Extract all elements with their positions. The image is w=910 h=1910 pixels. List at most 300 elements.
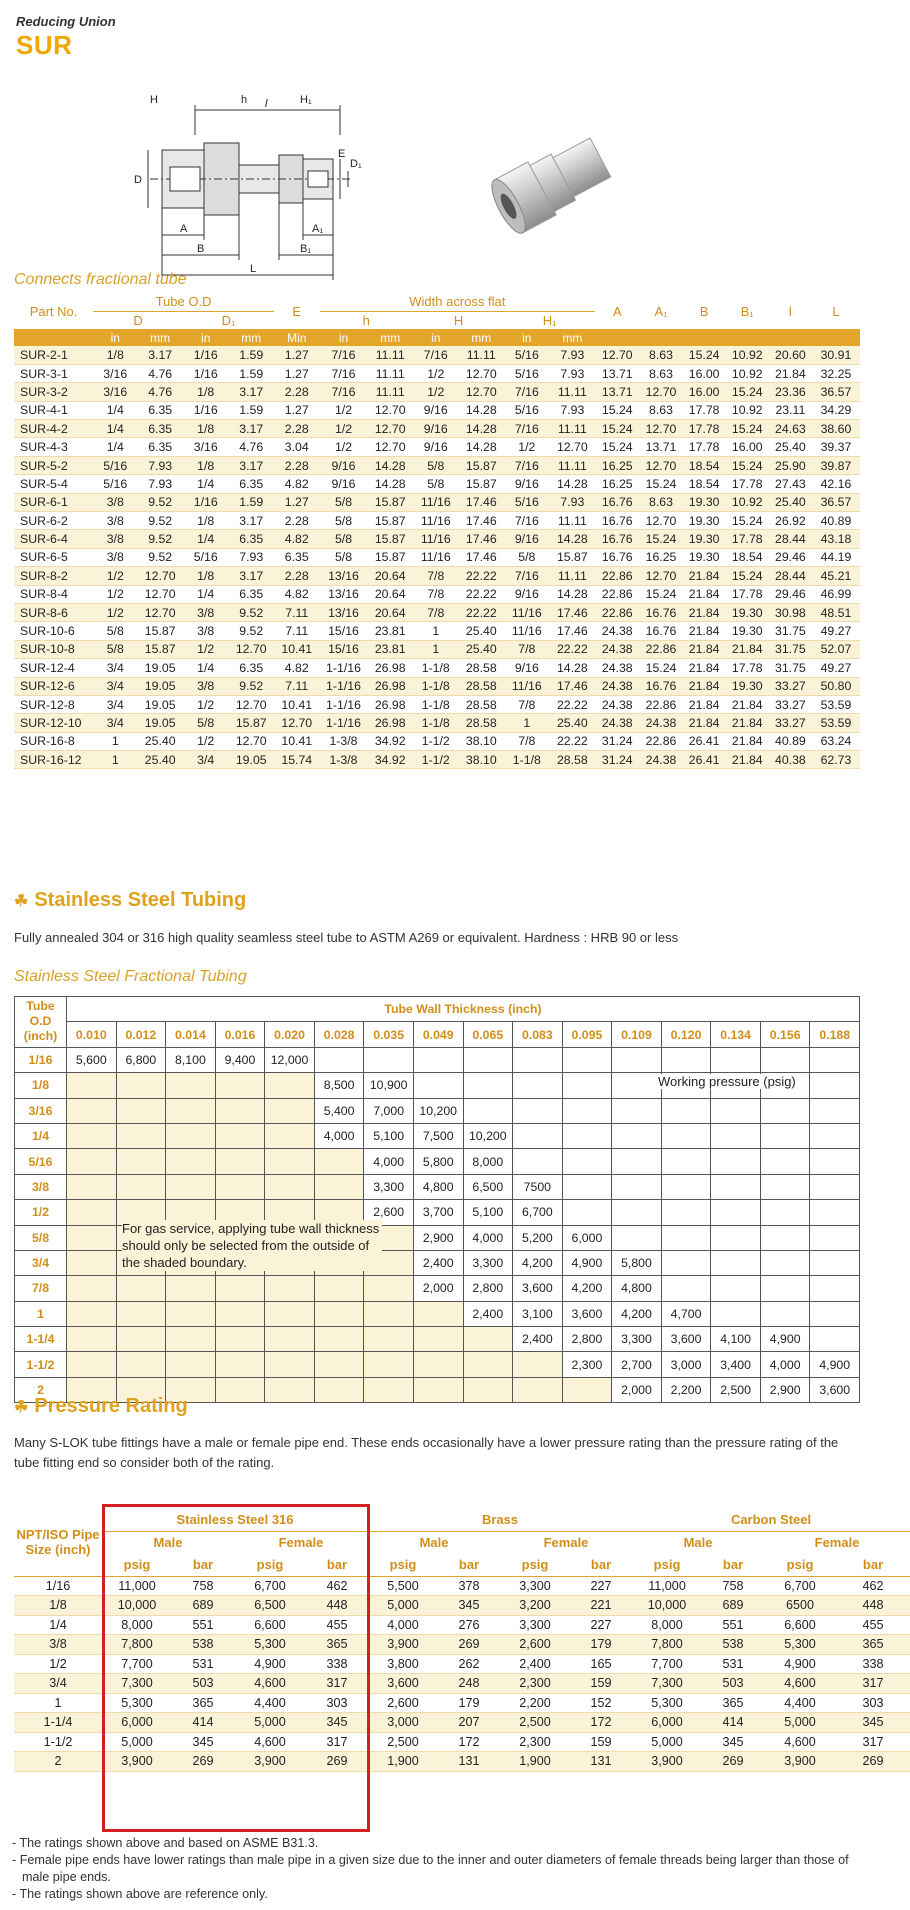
unit-mm: mm bbox=[459, 329, 505, 346]
table-cell: 7.11 bbox=[274, 603, 320, 621]
table-cell: 378 bbox=[438, 1576, 500, 1596]
table-cell: SUR-4-2 bbox=[14, 420, 93, 438]
table-cell: 9,400 bbox=[215, 1047, 265, 1072]
col-a1: A₁ bbox=[654, 303, 668, 319]
table-cell: 26.41 bbox=[683, 732, 726, 750]
col-male: Male bbox=[683, 1535, 713, 1551]
table-cell: 4,000 bbox=[314, 1123, 364, 1148]
table-cell bbox=[562, 1149, 612, 1174]
table-cell: 3,400 bbox=[711, 1352, 761, 1377]
table-cell: 5,000 bbox=[368, 1596, 438, 1616]
table-cell: 21.84 bbox=[683, 585, 726, 603]
table-cell: 13.71 bbox=[639, 438, 682, 456]
tube-od-cell: 1-1/4 bbox=[15, 1327, 67, 1352]
table-cell bbox=[810, 1327, 860, 1352]
table-cell bbox=[612, 1047, 662, 1072]
table-cell: 24.63 bbox=[769, 420, 812, 438]
unit-in: in bbox=[413, 329, 459, 346]
table-cell: 22.86 bbox=[639, 695, 682, 713]
table-cell: 15.24 bbox=[726, 567, 769, 585]
thickness-header: 0.065 bbox=[463, 1022, 513, 1047]
table-cell: 1/2 bbox=[93, 585, 137, 603]
note-3: - The ratings shown above are reference only. bbox=[12, 1887, 268, 1901]
table-cell: 25.40 bbox=[459, 622, 505, 640]
table-cell bbox=[711, 1250, 761, 1275]
table-cell bbox=[413, 1301, 463, 1326]
table-cell: 32.25 bbox=[812, 364, 860, 382]
table-cell: 2,900 bbox=[413, 1225, 463, 1250]
table-cell: 1/8 bbox=[183, 512, 229, 530]
table-cell bbox=[810, 1276, 860, 1301]
table-cell: 26.92 bbox=[769, 512, 812, 530]
table-cell: SUR-12-6 bbox=[14, 677, 93, 695]
table-cell: 1/8 bbox=[183, 456, 229, 474]
dim-label-E: E bbox=[338, 148, 346, 160]
table-cell bbox=[760, 1123, 810, 1148]
table-cell: 1/2 bbox=[504, 438, 550, 456]
table-cell: 19.30 bbox=[683, 548, 726, 566]
table-cell: 1/4 bbox=[93, 438, 137, 456]
table-cell: 22.86 bbox=[639, 732, 682, 750]
table-cell bbox=[364, 1276, 414, 1301]
table-cell: 28.58 bbox=[550, 751, 596, 769]
table-cell: 7/8 bbox=[504, 732, 550, 750]
table-cell: 6,500 bbox=[463, 1174, 513, 1199]
table-cell bbox=[215, 1073, 265, 1098]
table-cell: 3,700 bbox=[413, 1200, 463, 1225]
table-cell: 14.28 bbox=[459, 401, 505, 419]
table-cell: 3/4 bbox=[93, 677, 137, 695]
thickness-header: 0.020 bbox=[265, 1022, 315, 1047]
table-cell: 179 bbox=[438, 1693, 500, 1713]
table-cell bbox=[711, 1174, 761, 1199]
table-cell bbox=[67, 1225, 117, 1250]
table-cell: 11/16 bbox=[413, 548, 459, 566]
table-cell: 12.70 bbox=[228, 640, 274, 658]
table-cell: 5/16 bbox=[93, 456, 137, 474]
table-cell bbox=[265, 1352, 315, 1377]
table-cell: 15.24 bbox=[726, 420, 769, 438]
table-cell: 365 bbox=[306, 1635, 368, 1655]
table-cell: 9/16 bbox=[413, 401, 459, 419]
table-cell: 3/8 bbox=[183, 603, 229, 621]
table-cell bbox=[760, 1174, 810, 1199]
table-cell: 455 bbox=[836, 1615, 910, 1635]
table-row bbox=[14, 603, 860, 621]
table-cell: 13/16 bbox=[320, 603, 368, 621]
table-cell: 8.63 bbox=[639, 493, 682, 511]
table-cell bbox=[513, 1149, 563, 1174]
table-cell: 5,000 bbox=[764, 1713, 836, 1733]
table-cell: 31.75 bbox=[769, 659, 812, 677]
table-cell: 1 bbox=[93, 732, 137, 750]
table-cell: 7.93 bbox=[550, 401, 596, 419]
table-cell: 9/16 bbox=[504, 475, 550, 493]
table-cell bbox=[116, 1098, 166, 1123]
table-cell bbox=[711, 1200, 761, 1225]
table-cell bbox=[661, 1276, 711, 1301]
table-cell: 338 bbox=[836, 1654, 910, 1674]
table-cell: 1 bbox=[413, 622, 459, 640]
table-cell: 414 bbox=[172, 1713, 234, 1733]
table-cell: 39.37 bbox=[812, 438, 860, 456]
table-cell: 2,800 bbox=[463, 1276, 513, 1301]
table-row bbox=[14, 420, 860, 438]
table-cell bbox=[612, 1123, 662, 1148]
table-cell bbox=[810, 1149, 860, 1174]
unit-psig: psig bbox=[632, 1554, 702, 1576]
table-cell: 3.17 bbox=[228, 512, 274, 530]
unit-bar: bar bbox=[702, 1554, 764, 1576]
table-cell: 1-1/16 bbox=[320, 659, 368, 677]
table-cell bbox=[314, 1276, 364, 1301]
table-cell: 14.28 bbox=[367, 475, 413, 493]
table-cell: SUR-2-1 bbox=[14, 346, 93, 364]
thickness-header: 0.134 bbox=[711, 1022, 761, 1047]
table-cell: 4,100 bbox=[711, 1327, 761, 1352]
col-ss316: Stainless Steel 316 bbox=[102, 1508, 368, 1531]
table-cell: 46.99 bbox=[812, 585, 860, 603]
table-cell bbox=[711, 1047, 761, 1072]
table-cell: 17.46 bbox=[459, 548, 505, 566]
dim-label-H1: H₁ bbox=[300, 94, 312, 106]
table-cell: 40.89 bbox=[769, 732, 812, 750]
table-cell: 5,000 bbox=[102, 1732, 172, 1752]
table-cell bbox=[661, 1149, 711, 1174]
table-cell: 1/4 bbox=[183, 475, 229, 493]
table-cell: 531 bbox=[172, 1654, 234, 1674]
table-cell bbox=[166, 1073, 216, 1098]
table-cell bbox=[562, 1073, 612, 1098]
table-cell: 21.84 bbox=[726, 695, 769, 713]
table-cell: 5/16 bbox=[504, 401, 550, 419]
table-cell: 15.24 bbox=[595, 438, 639, 456]
table-cell: 18.54 bbox=[726, 548, 769, 566]
table-cell: 5/8 bbox=[320, 493, 368, 511]
table-cell: 4,200 bbox=[513, 1250, 563, 1275]
table-row bbox=[14, 456, 860, 474]
table-cell bbox=[810, 1123, 860, 1148]
table-cell: 12.70 bbox=[228, 695, 274, 713]
table-cell: 12.70 bbox=[367, 438, 413, 456]
table-cell: 551 bbox=[702, 1615, 764, 1635]
table-cell: 19.30 bbox=[683, 512, 726, 530]
table-cell: 1.27 bbox=[274, 364, 320, 382]
table-cell bbox=[413, 1377, 463, 1402]
table-cell: 269 bbox=[836, 1752, 910, 1772]
table-cell: 8.63 bbox=[639, 401, 682, 419]
table-cell: 13/16 bbox=[320, 567, 368, 585]
table-cell bbox=[413, 1073, 463, 1098]
table-cell bbox=[810, 1250, 860, 1275]
table-cell: 2,600 bbox=[364, 1200, 414, 1225]
table-cell: 24.38 bbox=[639, 714, 682, 732]
table-cell: 165 bbox=[570, 1654, 632, 1674]
table-cell: 345 bbox=[836, 1713, 910, 1733]
table-cell bbox=[810, 1301, 860, 1326]
table-cell: SUR-10-8 bbox=[14, 640, 93, 658]
table-cell: 3,300 bbox=[500, 1576, 570, 1596]
table-cell bbox=[810, 1073, 860, 1098]
table-cell bbox=[513, 1073, 563, 1098]
table-cell: 53.59 bbox=[812, 695, 860, 713]
table-cell: 3,600 bbox=[810, 1377, 860, 1402]
pressure-section-title: ☘ Pressure Rating bbox=[14, 1395, 188, 1417]
table-cell: 3,300 bbox=[612, 1327, 662, 1352]
table-cell bbox=[413, 1327, 463, 1352]
table-cell bbox=[166, 1098, 216, 1123]
table-cell bbox=[463, 1327, 513, 1352]
table-cell: 26.98 bbox=[367, 677, 413, 695]
table-cell: 2 bbox=[14, 1752, 102, 1772]
table-cell: 33.27 bbox=[769, 695, 812, 713]
table-cell: 42.16 bbox=[812, 475, 860, 493]
table-cell bbox=[463, 1377, 513, 1402]
table-cell: 1-1/2 bbox=[413, 751, 459, 769]
table-cell: 6.35 bbox=[137, 438, 183, 456]
pressure-notes bbox=[12, 1835, 864, 1903]
thickness-header: 0.095 bbox=[562, 1022, 612, 1047]
table-cell bbox=[612, 1098, 662, 1123]
table-cell: 5/8 bbox=[413, 456, 459, 474]
thickness-header: 0.156 bbox=[760, 1022, 810, 1047]
table-cell: 131 bbox=[438, 1752, 500, 1772]
table-cell: 3/8 bbox=[93, 548, 137, 566]
table-cell: 53.59 bbox=[812, 714, 860, 732]
table-cell: 5,000 bbox=[234, 1713, 306, 1733]
table-cell: 11.11 bbox=[550, 420, 596, 438]
table-cell bbox=[364, 1327, 414, 1352]
thickness-header: 0.083 bbox=[513, 1022, 563, 1047]
table-cell: 22.22 bbox=[459, 603, 505, 621]
table-cell: 6.35 bbox=[137, 401, 183, 419]
table-cell: 12.70 bbox=[137, 585, 183, 603]
unit-bar: bar bbox=[836, 1554, 910, 1576]
col-female: Female bbox=[543, 1535, 589, 1551]
table-cell: 1/2 bbox=[320, 438, 368, 456]
table-cell: 4,600 bbox=[234, 1732, 306, 1752]
tube-od-cell: 1/2 bbox=[15, 1200, 67, 1225]
table-cell: 2,300 bbox=[500, 1674, 570, 1694]
thickness-header: 0.016 bbox=[215, 1022, 265, 1047]
table-cell: 1/8 bbox=[14, 1596, 102, 1616]
table-cell: 5/16 bbox=[93, 475, 137, 493]
table-cell: 2.28 bbox=[274, 512, 320, 530]
table-cell: SUR-6-1 bbox=[14, 493, 93, 511]
table-row bbox=[14, 548, 860, 566]
table-cell: 5/8 bbox=[320, 512, 368, 530]
table-cell: 6.35 bbox=[228, 659, 274, 677]
table-cell: 689 bbox=[172, 1596, 234, 1616]
table-cell: 31.75 bbox=[769, 622, 812, 640]
table-cell: 14.28 bbox=[550, 475, 596, 493]
table-cell bbox=[513, 1123, 563, 1148]
table-cell bbox=[116, 1276, 166, 1301]
table-cell: 3/8 bbox=[183, 622, 229, 640]
table-cell: 9/16 bbox=[504, 530, 550, 548]
table-cell: 4,600 bbox=[234, 1674, 306, 1694]
table-cell bbox=[265, 1149, 315, 1174]
table-cell: 11.11 bbox=[459, 346, 505, 364]
table-cell: 1-1/8 bbox=[504, 751, 550, 769]
table-cell: 22.22 bbox=[550, 732, 596, 750]
table-cell: 19.05 bbox=[137, 714, 183, 732]
table-cell: 3/8 bbox=[93, 530, 137, 548]
table-cell: 12.70 bbox=[367, 420, 413, 438]
col-a: A bbox=[612, 303, 622, 319]
table-cell bbox=[810, 1047, 860, 1072]
dim-label-A: A bbox=[180, 223, 188, 235]
table-cell: 16.76 bbox=[595, 548, 639, 566]
table-cell: 3/4 bbox=[183, 751, 229, 769]
tube-od-cell: 1/8 bbox=[15, 1073, 67, 1098]
pressure-description: Many S-LOK tube fittings have a male or female pipe end. These ends occasionally have a lower pressure rating than the pressure rating of the tube fitting end so consider both of the rating. bbox=[14, 1435, 839, 1470]
table-cell: 7/8 bbox=[504, 695, 550, 713]
table-cell bbox=[215, 1098, 265, 1123]
table-cell: 29.46 bbox=[769, 585, 812, 603]
col-b: B bbox=[699, 303, 709, 319]
table-cell: 4,800 bbox=[413, 1174, 463, 1199]
table-cell: 2,400 bbox=[500, 1654, 570, 1674]
col-b1: B₁ bbox=[740, 303, 754, 319]
table-cell: 15/16 bbox=[320, 640, 368, 658]
table-cell bbox=[265, 1327, 315, 1352]
table-cell: 3,900 bbox=[632, 1752, 702, 1772]
table-cell: 15.87 bbox=[367, 512, 413, 530]
table-cell bbox=[562, 1123, 612, 1148]
table-cell: 11/16 bbox=[413, 493, 459, 511]
table-cell: 21.84 bbox=[683, 603, 726, 621]
table-cell: 11.11 bbox=[367, 346, 413, 364]
unit-bar: bar bbox=[570, 1554, 632, 1576]
table-cell: 6,500 bbox=[234, 1596, 306, 1616]
tubing-description: Fully annealed 304 or 316 high quality seamless steel tube to ASTM A269 or equivalent. Hardness : HRB 90 or less bbox=[14, 930, 679, 945]
table-cell: 4,900 bbox=[760, 1327, 810, 1352]
table-cell: 16.76 bbox=[639, 622, 682, 640]
table-cell bbox=[760, 1098, 810, 1123]
table-cell: 17.46 bbox=[459, 512, 505, 530]
table-cell: 5,100 bbox=[364, 1123, 414, 1148]
table-cell: 15.87 bbox=[367, 530, 413, 548]
table-cell: 28.58 bbox=[459, 677, 505, 695]
table-cell: 22.86 bbox=[595, 567, 639, 585]
table-cell: 12.70 bbox=[639, 383, 682, 401]
table-cell: 1/4 bbox=[93, 401, 137, 419]
table-cell bbox=[215, 1174, 265, 1199]
table-cell: 3/8 bbox=[14, 1635, 102, 1655]
table-cell: 551 bbox=[172, 1615, 234, 1635]
table-cell: 1/4 bbox=[14, 1615, 102, 1635]
table-cell: 21.84 bbox=[683, 677, 726, 695]
table-cell: SUR-5-2 bbox=[14, 456, 93, 474]
table-cell: 12.70 bbox=[639, 456, 682, 474]
table-row bbox=[14, 659, 860, 677]
table-cell: 17.46 bbox=[550, 677, 596, 695]
col-part-no: Part No. bbox=[29, 303, 78, 319]
table-cell: 6,600 bbox=[764, 1615, 836, 1635]
table-cell: 4.76 bbox=[137, 364, 183, 382]
table-cell: 23.36 bbox=[769, 383, 812, 401]
table-cell bbox=[513, 1047, 563, 1072]
table-cell: 1-1/8 bbox=[413, 714, 459, 732]
table-cell: 152 bbox=[570, 1693, 632, 1713]
table-cell: 1/2 bbox=[93, 603, 137, 621]
col-e: E bbox=[292, 303, 302, 319]
table-cell: 3,600 bbox=[562, 1301, 612, 1326]
table-row bbox=[15, 1123, 860, 1148]
table-cell: 2,600 bbox=[368, 1693, 438, 1713]
table-cell: 1/2 bbox=[14, 1654, 102, 1674]
table-cell: 15.24 bbox=[726, 512, 769, 530]
unit-min: Min bbox=[274, 329, 320, 346]
table-cell: 8,100 bbox=[166, 1047, 216, 1072]
table-row bbox=[15, 1301, 860, 1326]
table-cell: 28.58 bbox=[459, 695, 505, 713]
table-row bbox=[14, 383, 860, 401]
table-cell: 23.81 bbox=[367, 640, 413, 658]
table-cell: 8,000 bbox=[102, 1615, 172, 1635]
table-cell bbox=[562, 1200, 612, 1225]
table-cell: 2,300 bbox=[500, 1732, 570, 1752]
col-female: Female bbox=[814, 1535, 860, 1551]
table-cell: 1.27 bbox=[274, 401, 320, 419]
fractional-table-title: Connects fractional tube bbox=[14, 271, 187, 288]
table-cell: 3/16 bbox=[183, 438, 229, 456]
table-cell: 9/16 bbox=[413, 420, 459, 438]
table-cell: 3,600 bbox=[368, 1674, 438, 1694]
table-cell: 11/16 bbox=[504, 603, 550, 621]
table-cell: 221 bbox=[570, 1596, 632, 1616]
tubing-table-title: Stainless Steel Fractional Tubing bbox=[14, 968, 247, 985]
table-cell: 25.40 bbox=[769, 493, 812, 511]
table-cell: 448 bbox=[306, 1596, 368, 1616]
table-cell: 3/8 bbox=[93, 512, 137, 530]
table-cell: 1/2 bbox=[413, 364, 459, 382]
table-cell: 3,000 bbox=[368, 1713, 438, 1733]
table-cell: 1-1/8 bbox=[413, 677, 459, 695]
tube-od-cell: 3/4 bbox=[15, 1250, 67, 1275]
table-cell: 276 bbox=[438, 1615, 500, 1635]
table-row bbox=[15, 1276, 860, 1301]
thickness-header: 0.028 bbox=[314, 1022, 364, 1047]
table-cell: 2,400 bbox=[513, 1327, 563, 1352]
table-cell: 7/8 bbox=[504, 640, 550, 658]
table-cell: 3,000 bbox=[661, 1352, 711, 1377]
table-cell bbox=[265, 1098, 315, 1123]
table-cell: 17.46 bbox=[550, 622, 596, 640]
table-cell: SUR-6-5 bbox=[14, 548, 93, 566]
table-cell: 34.92 bbox=[367, 751, 413, 769]
table-cell: 269 bbox=[702, 1752, 764, 1772]
table-row bbox=[15, 1327, 860, 1352]
col-h-small: h bbox=[362, 312, 370, 328]
col-wall-thickness: Tube Wall Thickness (inch) bbox=[67, 997, 860, 1022]
table-cell: 7,500 bbox=[413, 1123, 463, 1148]
table-cell: 9.52 bbox=[228, 603, 274, 621]
table-cell: SUR-8-6 bbox=[14, 603, 93, 621]
table-cell: 4.76 bbox=[228, 438, 274, 456]
table-cell: 22.86 bbox=[595, 603, 639, 621]
table-cell: 5,200 bbox=[513, 1225, 563, 1250]
table-cell: 21.84 bbox=[683, 695, 726, 713]
table-cell: 3.04 bbox=[274, 438, 320, 456]
table-cell: 21.84 bbox=[726, 714, 769, 732]
table-cell: 317 bbox=[836, 1732, 910, 1752]
table-cell bbox=[265, 1276, 315, 1301]
table-cell: 1,900 bbox=[368, 1752, 438, 1772]
table-cell: 23.81 bbox=[367, 622, 413, 640]
table-cell: 5,100 bbox=[463, 1200, 513, 1225]
